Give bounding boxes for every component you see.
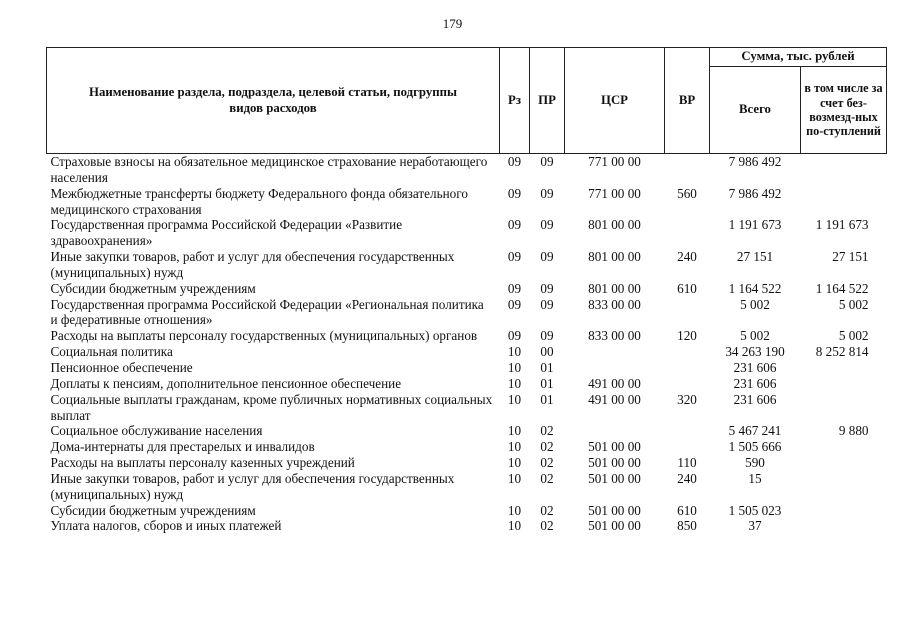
table-row (47, 328, 887, 344)
row-csr: 801 00 00 (588, 217, 641, 233)
row-rz: 09 (507, 249, 522, 265)
row-name: Иные закупки товаров, работ и услуг для обеспечения государственных (муниципальных) нужд (50, 249, 455, 280)
header-vr: ВР (665, 48, 710, 154)
row-incl: 9 880 (838, 423, 869, 439)
row-csr: 833 00 00 (588, 328, 641, 344)
row-pr: 02 (540, 439, 554, 455)
row-vr: 110 (677, 455, 697, 471)
row-total: 231 606 (733, 375, 777, 391)
row-rz: 09 (507, 185, 522, 201)
row-vr: 610 (677, 502, 697, 518)
row-csr: 501 00 00 (588, 502, 641, 518)
row-csr (565, 344, 665, 360)
row-incl (801, 518, 887, 534)
row-name: Межбюджетные трансферты бюджету Федерального фонда обязательного медицинского страхования (50, 185, 468, 217)
row-name: Иные закупки товаров, работ и услуг для обеспечения государственных (муниципальных) нужд (50, 470, 455, 502)
table-row (47, 455, 887, 471)
row-total: 15 (748, 470, 762, 486)
row-csr: 501 00 00 (588, 439, 641, 455)
row-rz: 10 (507, 423, 522, 439)
row-csr (565, 360, 665, 376)
row-pr: 02 (540, 423, 554, 439)
table-row (47, 297, 887, 329)
row-pr: 01 (540, 375, 554, 391)
row-name: Доплаты к пенсиям, дополнительное пенсионное обеспечение (50, 375, 402, 391)
row-rz: 10 (507, 359, 522, 375)
row-total: 1 164 522 (728, 280, 782, 296)
row-vr (665, 154, 710, 186)
row-incl (801, 392, 887, 424)
row-pr: 09 (540, 249, 554, 265)
row-csr: 501 00 00 (588, 470, 641, 486)
row-csr: 833 00 00 (588, 296, 641, 312)
row-rz: 10 (507, 455, 522, 471)
row-incl (801, 154, 887, 186)
table-row (47, 154, 887, 186)
table-row (47, 360, 887, 376)
header-name: Наименование раздела, подраздела, целевой статьи, подгруппы видов расходов (47, 48, 500, 154)
table-row (47, 471, 887, 503)
row-rz: 10 (507, 439, 522, 455)
row-rz: 10 (507, 470, 522, 486)
row-vr: 240 (677, 470, 697, 486)
row-csr: 801 00 00 (588, 280, 641, 296)
table-body (47, 154, 887, 535)
row-total: 7 986 492 (728, 185, 782, 201)
row-name: Страховые взносы на обязательное медицинское страхование неработающего населения (50, 154, 488, 185)
row-incl: 1 191 673 (815, 217, 869, 233)
row-name: Социальное обслуживание населения (50, 423, 263, 439)
table-row (47, 503, 887, 519)
header-incl: в том числе за счет без-возмезд-ных по-ступлений (801, 67, 887, 154)
row-pr: 09 (540, 328, 554, 344)
row-pr: 09 (540, 217, 554, 233)
row-csr: 771 00 00 (588, 154, 641, 169)
row-name: Государственная программа Российской Федерации «Региональная политика и федеративные отношения» (50, 296, 484, 328)
row-vr: 320 (677, 391, 697, 407)
row-total: 27 151 (736, 249, 774, 265)
row-total: 5 467 241 (728, 423, 782, 439)
row-rz: 09 (507, 296, 522, 312)
row-name: Субсидии бюджетным учреждениям (50, 280, 256, 296)
row-name: Расходы на выплаты персоналу казенных учреждений (50, 455, 355, 471)
row-name: Субсидии бюджетным учреждениям (50, 502, 256, 518)
row-total: 37 (748, 518, 762, 534)
row-incl (801, 503, 887, 519)
row-incl (801, 471, 887, 503)
row-pr: 02 (540, 470, 554, 486)
budget-table (46, 47, 887, 534)
row-incl: 27 151 (832, 249, 869, 265)
row-name: Государственная программа Российской Федерации «Развитие здравоохранения» (50, 217, 403, 249)
row-vr (665, 297, 710, 329)
row-total: 5 002 (740, 296, 770, 312)
row-total: 231 606 (733, 359, 777, 375)
header-sum: Сумма, тыс. рублей (710, 48, 887, 67)
row-vr: 240 (677, 249, 697, 265)
table-row (47, 249, 887, 281)
row-total: 1 505 666 (728, 439, 782, 455)
row-incl: 5 002 (838, 328, 869, 344)
page-number: 179 (442, 16, 463, 31)
table-row (47, 217, 887, 249)
row-vr (665, 217, 710, 249)
row-pr: 01 (540, 391, 554, 407)
row-vr (665, 344, 710, 360)
row-pr: 00 (540, 344, 554, 360)
row-pr: 01 (540, 359, 554, 375)
row-pr: 09 (540, 154, 554, 169)
row-total: 1 505 023 (728, 502, 782, 518)
row-total: 590 (745, 455, 765, 471)
row-pr: 09 (540, 296, 554, 312)
table-row (47, 439, 887, 455)
row-rz: 09 (507, 328, 522, 344)
row-name: Пенсионное обеспечение (50, 359, 193, 375)
row-total: 1 191 673 (728, 217, 782, 233)
row-pr: 02 (540, 502, 554, 518)
row-incl: 1 164 522 (815, 280, 869, 296)
header-total: Всего (710, 67, 801, 154)
row-vr (665, 439, 710, 455)
table-row (47, 392, 887, 424)
header-pr: ПР (530, 48, 565, 154)
row-csr: 491 00 00 (588, 391, 641, 407)
row-incl (801, 455, 887, 471)
row-total: 7 986 492 (728, 154, 782, 169)
row-csr: 771 00 00 (588, 185, 641, 201)
table-row (47, 186, 887, 218)
table-row (47, 344, 887, 360)
row-pr: 02 (540, 518, 554, 534)
table-row (47, 518, 887, 534)
row-rz: 09 (507, 217, 522, 233)
row-name: Социальные выплаты гражданам, кроме публичных нормативных социальных выплат (50, 391, 493, 423)
row-csr: 491 00 00 (588, 375, 641, 391)
row-csr: 501 00 00 (588, 518, 641, 534)
row-rz: 09 (507, 154, 522, 169)
row-rz: 10 (507, 344, 522, 360)
row-vr (665, 360, 710, 376)
row-vr (665, 423, 710, 439)
row-rz: 09 (507, 280, 522, 296)
row-csr: 501 00 00 (588, 455, 641, 471)
row-vr: 120 (677, 328, 697, 344)
row-name: Дома-интернаты для престарелых и инвалидов (50, 439, 315, 455)
row-incl (801, 376, 887, 392)
row-csr (565, 423, 665, 439)
table-header (47, 48, 887, 154)
table-row (47, 376, 887, 392)
row-incl: 8 252 814 (815, 344, 869, 360)
row-pr: 09 (540, 280, 554, 296)
row-total: 34 263 190 (725, 344, 785, 360)
row-incl (801, 186, 887, 218)
row-vr: 850 (677, 518, 697, 534)
row-vr: 560 (677, 185, 697, 201)
row-total: 5 002 (740, 328, 770, 344)
row-name: Социальная политика (50, 344, 173, 360)
table-row (47, 281, 887, 297)
row-incl: 5 002 (838, 296, 869, 312)
row-rz: 10 (507, 391, 522, 407)
row-name: Уплата налогов, сборов и иных платежей (50, 518, 282, 534)
row-rz: 10 (507, 502, 522, 518)
row-csr: 801 00 00 (588, 249, 641, 265)
row-incl (801, 360, 887, 376)
row-name: Расходы на выплаты персоналу государственных (муниципальных) органов (50, 328, 478, 344)
row-total: 231 606 (733, 391, 777, 407)
row-vr (665, 376, 710, 392)
row-rz: 10 (507, 518, 522, 534)
row-vr: 610 (677, 280, 697, 296)
row-incl (801, 439, 887, 455)
row-pr: 02 (540, 455, 554, 471)
table-row (47, 423, 887, 439)
header-rz: Рз (500, 48, 530, 154)
header-csr: ЦСР (565, 48, 665, 154)
row-pr: 09 (540, 185, 554, 201)
row-rz: 10 (507, 375, 522, 391)
